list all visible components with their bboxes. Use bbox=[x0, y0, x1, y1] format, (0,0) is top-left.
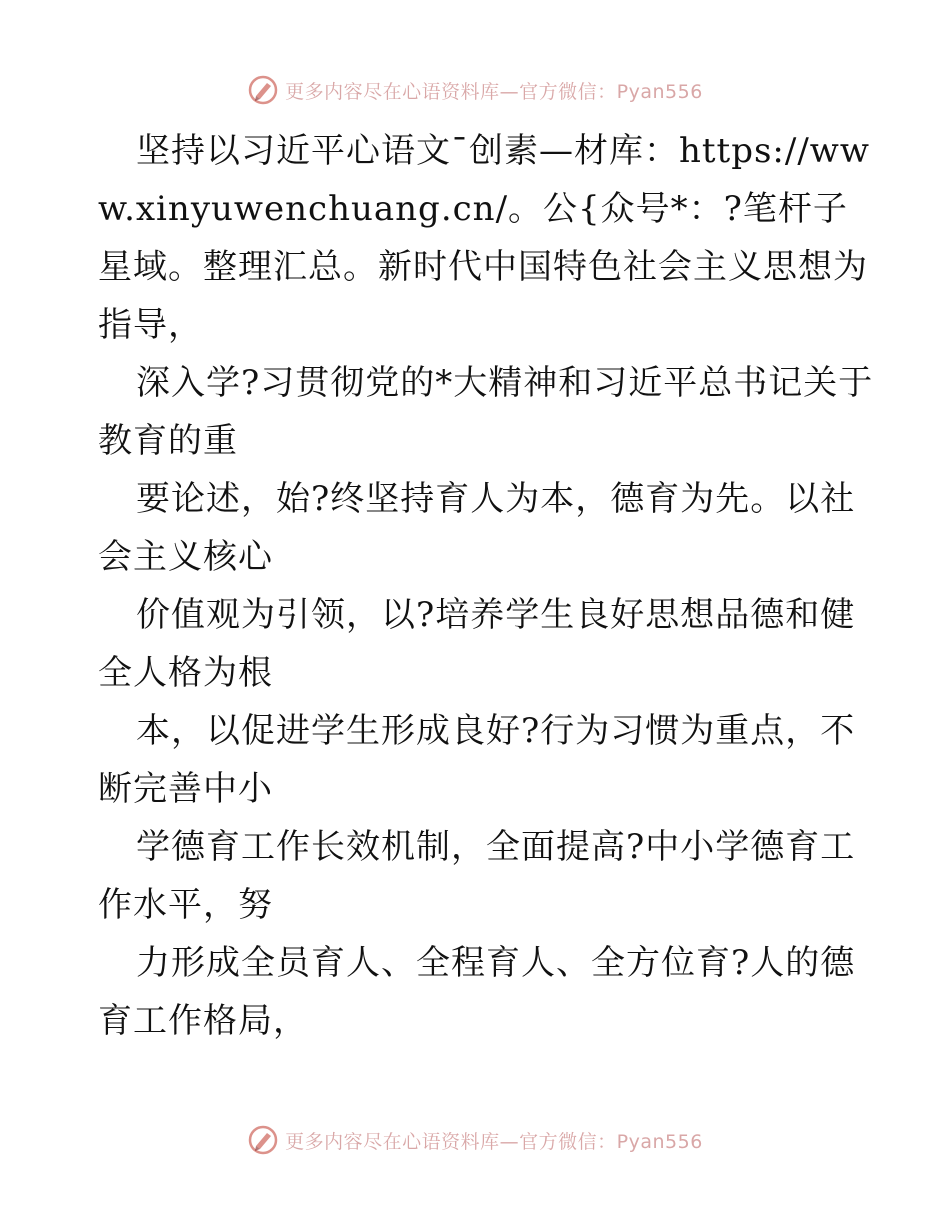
paragraph: 本，以促进学生形成良好?行为习惯为重点，不断完善中小 bbox=[98, 711, 856, 809]
pen-logo-icon bbox=[247, 1124, 279, 1156]
header-banner bbox=[0, 70, 950, 110]
paragraph: 要论述，始?终坚持育人为本，德育为先。以社会主义核心 bbox=[98, 479, 856, 577]
pen-logo-icon bbox=[247, 74, 279, 106]
footer-banner-text: 更多内容尽在心语资料库—官方微信：Pyan556 bbox=[285, 1130, 703, 1153]
paragraph: 力形成全员育人、全程育人、全方位育?人的德育工作格局， bbox=[98, 943, 856, 1041]
paragraph: 坚持以习近平心语文¯创素—材库：https://www.xinyuwenchuang.cn/。公{众号*：?笔杆子星域。整理汇总。新时代中国特色社会主义思想为指导， bbox=[98, 131, 871, 345]
footer-banner bbox=[0, 1120, 950, 1160]
paragraph: 深入学?习贯彻党的*大精神和习近平总书记关于教育的重 bbox=[98, 363, 874, 461]
paragraph: 价值观为引领，以?培养学生良好思想品德和健全人格为根 bbox=[98, 595, 856, 693]
document-body bbox=[98, 122, 878, 1050]
header-banner-text: 更多内容尽在心语资料库—官方微信：Pyan556 bbox=[285, 80, 703, 103]
paragraph: 学德育工作长效机制，全面提高?中小学德育工作水平，努 bbox=[98, 827, 856, 925]
